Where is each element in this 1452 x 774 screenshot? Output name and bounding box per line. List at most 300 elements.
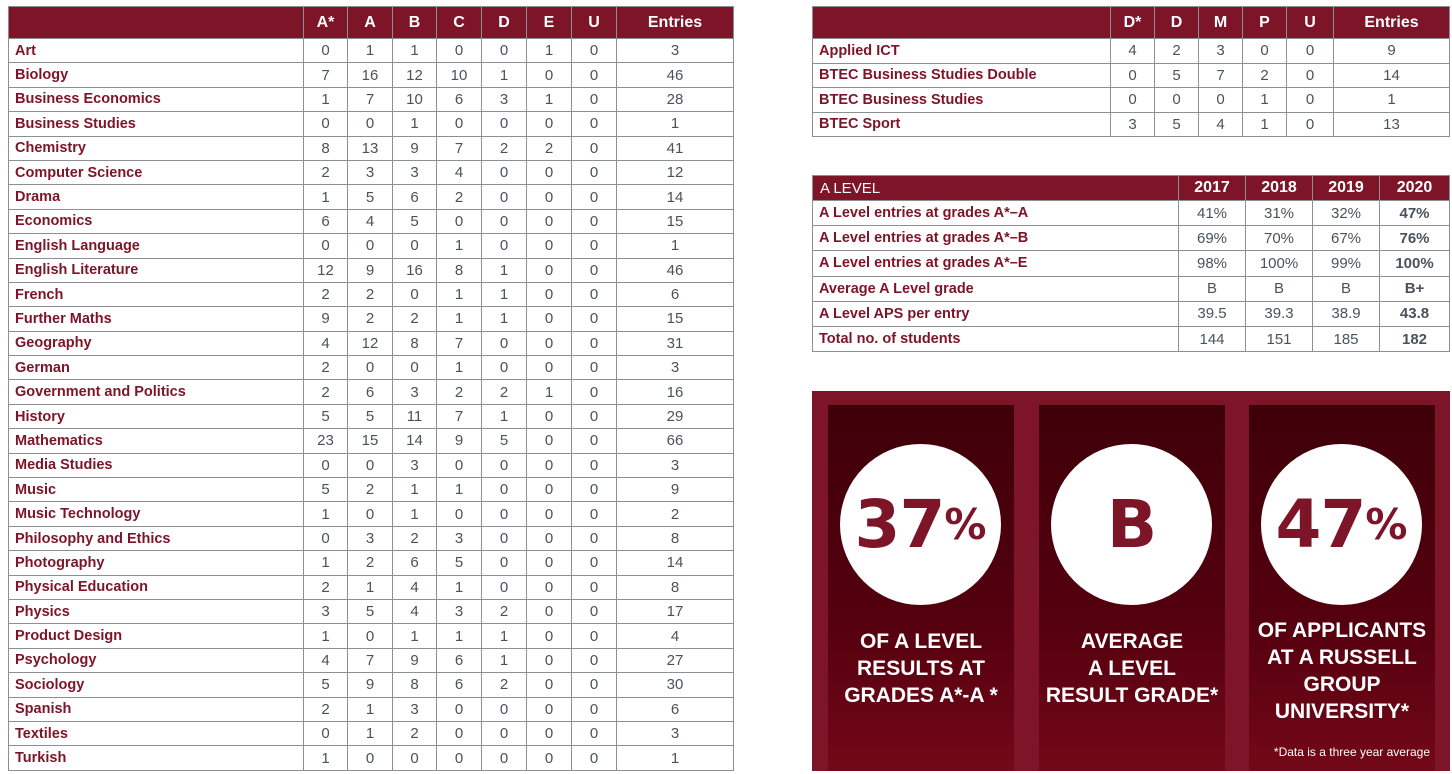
- table-cell: 2: [482, 673, 527, 697]
- table-cell: 1: [1243, 88, 1287, 113]
- row-label: French: [9, 282, 304, 306]
- table-cell: 151: [1246, 326, 1313, 351]
- table-cell: 1: [617, 112, 734, 136]
- stat-caption-line: RESULT GRADE*: [1045, 684, 1219, 707]
- table-row: [9, 282, 734, 306]
- table-cell: 1: [527, 380, 572, 404]
- table-row: [9, 673, 734, 697]
- table-row: [9, 551, 734, 575]
- row-label: Philosophy and Ethics: [9, 526, 304, 550]
- table-cell: 1: [437, 307, 482, 331]
- table-cell: 4: [393, 575, 437, 599]
- table-cell: 1: [527, 39, 572, 63]
- table-row: [9, 331, 734, 355]
- table-cell: 8: [437, 258, 482, 282]
- table-cell: 3: [393, 160, 437, 184]
- alevel-table-col-header: 2018: [1246, 176, 1313, 201]
- table-row: [9, 624, 734, 648]
- table-cell: 0: [572, 599, 617, 623]
- table-cell: 30: [617, 673, 734, 697]
- table-cell: 0: [527, 429, 572, 453]
- table-cell: 4: [1111, 39, 1155, 64]
- table-cell: 7: [348, 648, 393, 672]
- table-cell: 11: [393, 404, 437, 428]
- table-cell: 0: [437, 721, 482, 745]
- table-row: [9, 599, 734, 623]
- stat-value: 37: [854, 486, 945, 563]
- table-cell: 0: [437, 112, 482, 136]
- table-cell: 1: [617, 746, 734, 770]
- grades-table-col-header: B: [393, 7, 437, 39]
- table-cell: 6: [393, 185, 437, 209]
- stat-caption-line: OF A LEVEL: [859, 630, 983, 653]
- row-label: Computer Science: [9, 160, 304, 184]
- table-cell: 0: [304, 234, 348, 258]
- table-cell: 2: [527, 136, 572, 160]
- btec-table: [812, 6, 1450, 137]
- table-cell: 4: [393, 599, 437, 623]
- row-label: BTEC Sport: [813, 112, 1111, 137]
- row-label: Music: [9, 478, 304, 502]
- grades-table-col-header: U: [572, 7, 617, 39]
- table-cell: 13: [1334, 112, 1450, 137]
- grades-table-col-header: C: [437, 7, 482, 39]
- row-label: Textiles: [9, 721, 304, 745]
- table-cell: 2: [348, 478, 393, 502]
- table-cell: 99%: [1313, 251, 1380, 276]
- table-cell: B: [1246, 276, 1313, 301]
- table-cell: 1: [393, 502, 437, 526]
- table-cell: 1: [482, 648, 527, 672]
- alevel-header-row: [813, 176, 1450, 201]
- table-cell: 23: [304, 429, 348, 453]
- table-cell: 41%: [1179, 201, 1246, 226]
- table-cell: 0: [527, 721, 572, 745]
- table-cell: 0: [572, 185, 617, 209]
- table-cell: 0: [572, 209, 617, 233]
- table-cell: 2: [304, 160, 348, 184]
- table-cell: 1: [1243, 112, 1287, 137]
- table-cell: 3: [1199, 39, 1243, 64]
- table-cell: 3: [304, 599, 348, 623]
- table-row: [9, 429, 734, 453]
- table-cell: 3: [348, 526, 393, 550]
- row-label: English Language: [9, 234, 304, 258]
- table-cell: 1: [1334, 88, 1450, 113]
- table-cell: 0: [437, 39, 482, 63]
- stat-value: 47: [1275, 486, 1366, 563]
- stat-caption-line: OF APPLICANTS: [1257, 619, 1427, 642]
- alevel-table-col-header: 2017: [1179, 176, 1246, 201]
- table-cell: 5: [393, 209, 437, 233]
- table-cell: 1: [482, 307, 527, 331]
- stat-circle: [840, 444, 1001, 605]
- table-cell: 1: [393, 624, 437, 648]
- table-cell: 6: [393, 551, 437, 575]
- table-row: [813, 112, 1450, 137]
- table-cell: 6: [437, 87, 482, 111]
- table-cell: 1: [482, 624, 527, 648]
- table-cell: 0: [572, 673, 617, 697]
- stat-caption-line: UNIVERSITY*: [1274, 700, 1410, 723]
- table-cell: 5: [304, 404, 348, 428]
- table-cell: 1: [482, 258, 527, 282]
- table-cell: 0: [482, 160, 527, 184]
- stat-caption-line: GRADES A*-A *: [844, 684, 998, 707]
- table-row: [813, 88, 1450, 113]
- table-cell: 0: [572, 307, 617, 331]
- table-cell: 2: [393, 721, 437, 745]
- table-cell: 10: [393, 87, 437, 111]
- table-cell: 2: [437, 380, 482, 404]
- row-label: Music Technology: [9, 502, 304, 526]
- table-cell: 0: [527, 63, 572, 87]
- table-cell: 0: [572, 282, 617, 306]
- row-label: Further Maths: [9, 307, 304, 331]
- table-row: [9, 87, 734, 111]
- table-cell: 69%: [1179, 226, 1246, 251]
- table-cell: 9: [348, 258, 393, 282]
- table-row: [9, 160, 734, 184]
- table-cell: 0: [1111, 63, 1155, 88]
- table-row: [813, 226, 1450, 251]
- table-cell: 0: [482, 209, 527, 233]
- table-cell: 1: [437, 478, 482, 502]
- table-cell: 0: [482, 721, 527, 745]
- table-cell: 98%: [1179, 251, 1246, 276]
- table-cell: 2: [304, 697, 348, 721]
- table-row: [9, 746, 734, 770]
- table-cell: 4: [437, 160, 482, 184]
- table-cell: 0: [527, 185, 572, 209]
- table-cell: 9: [393, 648, 437, 672]
- row-label: A Level entries at grades A*–B: [813, 226, 1179, 251]
- stat-percent-sign: %: [944, 500, 987, 549]
- row-label: German: [9, 356, 304, 380]
- row-label: Total no. of students: [813, 326, 1179, 351]
- table-cell: 0: [348, 624, 393, 648]
- table-cell: 1: [393, 478, 437, 502]
- table-cell: 9: [348, 673, 393, 697]
- table-row: [9, 526, 734, 550]
- stat-card: [1249, 405, 1435, 771]
- table-cell: 0: [527, 673, 572, 697]
- table-cell: 3: [617, 39, 734, 63]
- table-cell: 6: [348, 380, 393, 404]
- table-cell: 0: [572, 648, 617, 672]
- grades-table-col-header: Entries: [617, 7, 734, 39]
- table-cell: 66: [617, 429, 734, 453]
- table-cell: 7: [348, 87, 393, 111]
- table-cell: B: [1179, 276, 1246, 301]
- table-row: [813, 251, 1450, 276]
- table-cell: 0: [527, 307, 572, 331]
- table-cell: 8: [617, 575, 734, 599]
- table-cell: 3: [348, 160, 393, 184]
- table-cell: 2: [617, 502, 734, 526]
- stat-value: B: [1106, 486, 1157, 563]
- alevel-summary-table: [812, 175, 1450, 352]
- table-cell: 0: [348, 112, 393, 136]
- table-cell: 0: [572, 112, 617, 136]
- row-label: Business Economics: [9, 87, 304, 111]
- table-cell: 5: [348, 599, 393, 623]
- table-cell: 3: [1111, 112, 1155, 137]
- table-cell: 0: [482, 551, 527, 575]
- table-cell: 2: [437, 185, 482, 209]
- row-label: Spanish: [9, 697, 304, 721]
- table-cell: 5: [348, 404, 393, 428]
- table-cell: 0: [393, 282, 437, 306]
- stat-circle: [1051, 444, 1212, 605]
- table-cell: 7: [437, 404, 482, 428]
- row-label: Government and Politics: [9, 380, 304, 404]
- table-cell: 5: [304, 673, 348, 697]
- table-cell: 16: [393, 258, 437, 282]
- table-cell: 9: [437, 429, 482, 453]
- table-cell: 7: [437, 331, 482, 355]
- table-cell: 0: [482, 697, 527, 721]
- table-row: [9, 112, 734, 136]
- btec-table-col-header: U: [1287, 7, 1334, 39]
- table-cell: 0: [527, 575, 572, 599]
- table-cell: 0: [572, 746, 617, 770]
- table-cell: 3: [393, 380, 437, 404]
- row-label: Physics: [9, 599, 304, 623]
- row-label: Mathematics: [9, 429, 304, 453]
- table-cell: 3: [437, 599, 482, 623]
- table-row: [9, 575, 734, 599]
- table-cell: 0: [393, 356, 437, 380]
- table-cell: 15: [617, 209, 734, 233]
- table-row: [813, 301, 1450, 326]
- table-cell: 0: [572, 526, 617, 550]
- table-cell: 1: [527, 87, 572, 111]
- table-cell: 15: [617, 307, 734, 331]
- btec-table-col-header: P: [1243, 7, 1287, 39]
- table-cell: 1: [393, 39, 437, 63]
- table-cell: 2: [348, 307, 393, 331]
- table-cell: B: [1313, 276, 1380, 301]
- table-cell: 0: [1287, 88, 1334, 113]
- stat-caption: [1039, 628, 1225, 709]
- table-cell: 0: [437, 453, 482, 477]
- row-label: Psychology: [9, 648, 304, 672]
- table-cell: 0: [527, 551, 572, 575]
- table-cell: 0: [348, 356, 393, 380]
- table-cell: 0: [572, 404, 617, 428]
- table-cell: 13: [348, 136, 393, 160]
- table-cell: 31: [617, 331, 734, 355]
- table-cell: 9: [393, 136, 437, 160]
- table-cell: 0: [572, 234, 617, 258]
- table-cell: 1: [348, 575, 393, 599]
- table-cell: 32%: [1313, 201, 1380, 226]
- stat-card: [1039, 405, 1225, 771]
- table-cell: 2: [482, 599, 527, 623]
- table-cell: 0: [572, 39, 617, 63]
- table-cell: 2: [304, 575, 348, 599]
- table-cell: 0: [1199, 88, 1243, 113]
- row-label: Turkish: [9, 746, 304, 770]
- table-cell: 0: [572, 87, 617, 111]
- table-cell: 182: [1380, 326, 1450, 351]
- table-cell: 1: [482, 282, 527, 306]
- table-cell: 2: [304, 282, 348, 306]
- table-cell: 46: [617, 258, 734, 282]
- row-label: English Literature: [9, 258, 304, 282]
- grades-table-col-header: E: [527, 7, 572, 39]
- table-cell: 1: [304, 551, 348, 575]
- table-cell: 7: [437, 136, 482, 160]
- table-cell: 0: [437, 209, 482, 233]
- table-cell: 1: [482, 63, 527, 87]
- row-label: Geography: [9, 331, 304, 355]
- table-cell: 0: [1111, 88, 1155, 113]
- table-cell: 0: [527, 697, 572, 721]
- table-cell: 12: [617, 160, 734, 184]
- table-row: [813, 326, 1450, 351]
- table-cell: 0: [304, 721, 348, 745]
- row-label: Applied ICT: [813, 39, 1111, 64]
- table-row: [9, 234, 734, 258]
- table-cell: 5: [304, 478, 348, 502]
- table-cell: 0: [304, 526, 348, 550]
- table-cell: 0: [572, 160, 617, 184]
- table-cell: 5: [1155, 112, 1199, 137]
- table-cell: 0: [572, 331, 617, 355]
- table-cell: 6: [304, 209, 348, 233]
- table-cell: 0: [572, 380, 617, 404]
- table-cell: 12: [304, 258, 348, 282]
- table-cell: 14: [617, 185, 734, 209]
- stat-caption-line: GROUP: [1303, 673, 1381, 696]
- row-label: A Level entries at grades A*–A: [813, 201, 1179, 226]
- btec-table-col-header: M: [1199, 7, 1243, 39]
- row-label: Chemistry: [9, 136, 304, 160]
- table-cell: 27: [617, 648, 734, 672]
- table-cell: 0: [527, 599, 572, 623]
- table-cell: 0: [572, 356, 617, 380]
- table-cell: 0: [572, 721, 617, 745]
- table-row: [813, 39, 1450, 64]
- table-cell: 39.5: [1179, 301, 1246, 326]
- table-cell: 0: [527, 209, 572, 233]
- table-cell: 1: [348, 39, 393, 63]
- table-cell: 0: [1287, 39, 1334, 64]
- table-cell: 67%: [1313, 226, 1380, 251]
- table-cell: 76%: [1380, 226, 1450, 251]
- table-cell: 3: [617, 721, 734, 745]
- table-row: [9, 63, 734, 87]
- table-cell: 1: [437, 356, 482, 380]
- table-cell: 0: [482, 575, 527, 599]
- table-cell: 1: [348, 721, 393, 745]
- grades-table-col-header: D: [482, 7, 527, 39]
- table-row: [9, 380, 734, 404]
- table-cell: 3: [617, 356, 734, 380]
- table-cell: 9: [1334, 39, 1450, 64]
- table-cell: 0: [572, 624, 617, 648]
- table-cell: 14: [617, 551, 734, 575]
- table-cell: 0: [572, 478, 617, 502]
- table-cell: 1: [437, 282, 482, 306]
- table-cell: 0: [527, 526, 572, 550]
- row-label: Sociology: [9, 673, 304, 697]
- table-cell: 1: [304, 746, 348, 770]
- table-row: [9, 721, 734, 745]
- stat-caption: [828, 628, 1014, 709]
- table-cell: 2: [348, 282, 393, 306]
- table-cell: 39.3: [1246, 301, 1313, 326]
- table-cell: 0: [437, 697, 482, 721]
- table-cell: 0: [572, 697, 617, 721]
- table-cell: 29: [617, 404, 734, 428]
- table-cell: 43.8: [1380, 301, 1450, 326]
- table-cell: 12: [348, 331, 393, 355]
- table-cell: 0: [572, 429, 617, 453]
- table-cell: 1: [348, 697, 393, 721]
- table-cell: 31%: [1246, 201, 1313, 226]
- alevel-table-header-label: A LEVEL: [813, 176, 1179, 201]
- table-cell: 0: [572, 258, 617, 282]
- table-cell: 8: [617, 526, 734, 550]
- table-row: [9, 258, 734, 282]
- btec-table-header-label: [813, 7, 1111, 39]
- row-label: Photography: [9, 551, 304, 575]
- table-cell: 47%: [1380, 201, 1450, 226]
- table-cell: 0: [527, 453, 572, 477]
- table-cell: 0: [482, 39, 527, 63]
- table-cell: 2: [393, 307, 437, 331]
- table-row: [9, 39, 734, 63]
- table-cell: 8: [304, 136, 348, 160]
- btec-header-row: [813, 7, 1450, 39]
- row-label: Art: [9, 39, 304, 63]
- table-cell: 0: [527, 404, 572, 428]
- table-cell: 4: [617, 624, 734, 648]
- table-cell: 2: [482, 136, 527, 160]
- table-cell: 4: [304, 331, 348, 355]
- table-cell: 5: [1155, 63, 1199, 88]
- table-cell: 144: [1179, 326, 1246, 351]
- table-cell: 5: [437, 551, 482, 575]
- stat-caption-line: RESULTS AT: [857, 657, 985, 680]
- table-cell: 16: [617, 380, 734, 404]
- table-cell: 5: [348, 185, 393, 209]
- table-cell: 0: [1287, 112, 1334, 137]
- table-cell: 8: [393, 331, 437, 355]
- table-cell: 16: [348, 63, 393, 87]
- table-cell: 15: [348, 429, 393, 453]
- table-cell: B+: [1380, 276, 1450, 301]
- table-cell: 0: [482, 112, 527, 136]
- table-cell: 6: [437, 648, 482, 672]
- table-row: [813, 201, 1450, 226]
- row-label: Average A Level grade: [813, 276, 1179, 301]
- table-cell: 1: [617, 234, 734, 258]
- table-cell: 0: [304, 39, 348, 63]
- row-label: Biology: [9, 63, 304, 87]
- row-label: History: [9, 404, 304, 428]
- table-cell: 3: [393, 697, 437, 721]
- table-row: [9, 136, 734, 160]
- btec-table-col-header: Entries: [1334, 7, 1450, 39]
- table-row: [813, 63, 1450, 88]
- table-cell: 0: [482, 234, 527, 258]
- row-label: A Level entries at grades A*–E: [813, 251, 1179, 276]
- stat-circle: [1261, 444, 1422, 605]
